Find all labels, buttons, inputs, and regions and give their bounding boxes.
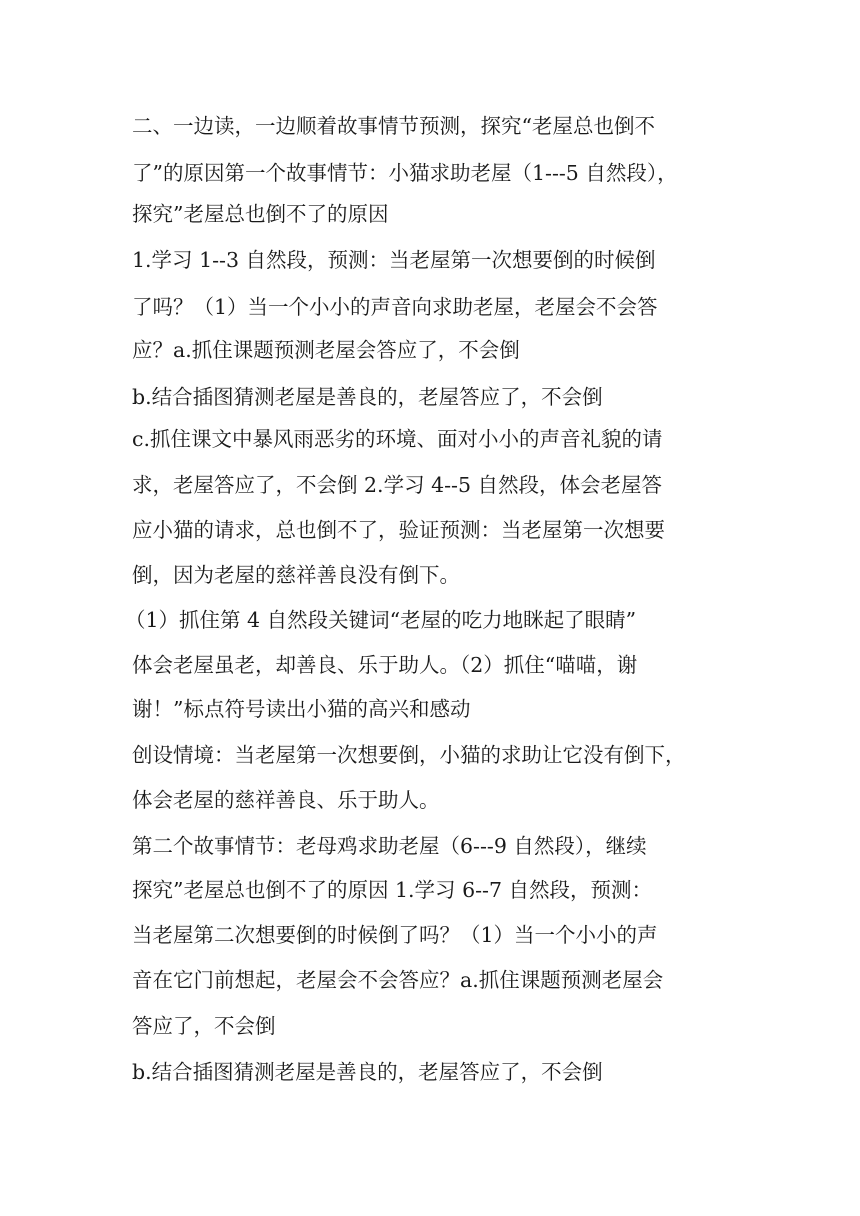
text-line: 应小猫的请求，总也倒不了，验证预测：当老屋第一次想要: [132, 518, 665, 542]
text-line: 当老屋第二次想要倒的时候倒了吗？（1）当一个小小的声: [132, 923, 658, 947]
text-line: 探究”老屋总也倒不了的原因: [132, 202, 389, 226]
text-line: 第二个故事情节：老母鸡求助老屋（6---9 自然段），继续: [132, 834, 647, 858]
text-line: 音在它门前想起，老屋会不会答应？a.抓住课题预测老屋会: [132, 968, 664, 992]
text-line: 1.学习 1--3 自然段，预测：当老屋第一次想要倒的时候倒: [132, 248, 656, 272]
text-line: c.抓住课文中暴风雨恶劣的环境、面对小小的声音礼貌的请: [132, 427, 663, 451]
text-line: 答应了，不会倒: [132, 1014, 276, 1038]
text-line: 了吗？（1）当一个小小的声音向求助老屋，老屋会不会答: [132, 295, 658, 319]
text-line: 探究”老屋总也倒不了的原因 1.学习 6--7 自然段，预测：: [132, 878, 653, 902]
text-line: 了”的原因第一个故事情节：小猫求助老屋（1---5 自然段），: [132, 161, 678, 185]
text-line: 求，老屋答应了，不会倒 2.学习 4--5 自然段，体会老屋答: [132, 473, 663, 497]
text-line: 谢！”标点符号读出小猫的高兴和感动: [132, 697, 471, 721]
text-line: 体会老屋的慈祥善良、乐于助人。: [132, 788, 440, 812]
text-line: 倒，因为老屋的慈祥善良没有倒下。: [132, 563, 460, 587]
text-line: 二、一边读，一边顺着故事情节预测，探究“老屋总也倒不: [132, 114, 655, 138]
text-line: b.结合插图猜测老屋是善良的，老屋答应了，不会倒: [132, 385, 603, 409]
text-line: 体会老屋虽老，却善良、乐于助人。（2）抓住“喵喵，谢: [132, 653, 638, 677]
text-line: b.结合插图猜测老屋是善良的，老屋答应了，不会倒: [132, 1060, 603, 1084]
text-line: 应？a.抓住课题预测老屋会答应了，不会倒: [132, 338, 520, 362]
text-line: 创设情境：当老屋第一次想要倒，小猫的求助让它没有倒下，: [132, 743, 686, 767]
text-line: （1）抓住第 4 自然段关键词“老屋的吃力地眯起了眼睛”: [125, 608, 637, 632]
